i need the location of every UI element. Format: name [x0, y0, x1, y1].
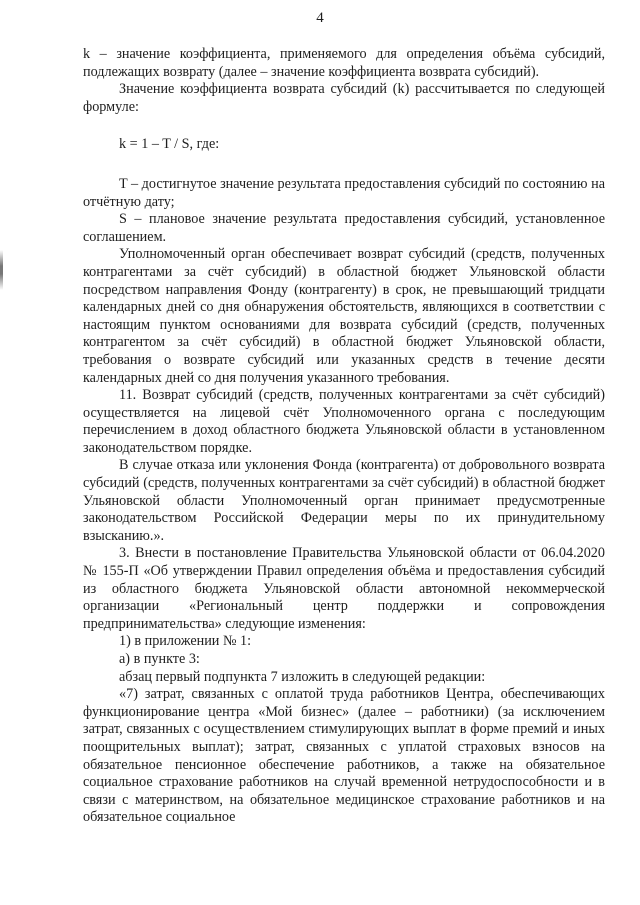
paragraph-formula-intro: Значение коэффициента возврата субсидий (k) рассчитывается по следующей формуле:	[83, 81, 605, 115]
paragraph-refund-obligation: Уполномоченный орган обеспечивает возврат субсидий (средств, полученных контрагентами за счёт субсидий) в областной бюджет Ульяновской области посредством направления Фонду (контрагенту) в срок, не превышающий тридцати календарных дней со дня обнаружения обстоятельств, являющихся в соответствии с настоящим пунктом основаниями для возврата субсидий (средств, полученных контрагентом за счёт субсидий) в областной бюджет Ульяновской области, требования о возврате субсидий или указанных средств в течение десяти календарных дней со дня получения указанного требования.	[83, 246, 605, 386]
paragraph-subclause-7-text: «7) затрат, связанных с оплатой труда работников Центра, обеспечивающих функционирование центра «Мой бизнес» (далее – работники) (за исключением затрат, связанных с осуществлением стимулирующих выплат в форме премий и иных поощрительных выплат); затрат, связанных с уплатой страховых взносов на обязательное пенсионное обеспечение работников, а также на обязательное социальное страхование работников на случай временной нетрудоспособности и в связи с материнством, на обязательное медицинское страхование работников и на обязательное социальное	[83, 686, 605, 826]
paragraph-clause-3: а) в пункте 3:	[119, 651, 200, 667]
paragraph-appendix-1: 1) в приложении № 1:	[119, 633, 252, 650]
formula: k = 1 – T / S, где:	[119, 136, 220, 153]
paragraph-subclause-7-intro: абзац первый подпункта 7 изложить в следующей редакции:	[119, 668, 486, 685]
paragraph-s-definition: S – плановое значение результата предоставления субсидий, установленное соглашением.	[83, 211, 605, 245]
paragraph-coefficient-definition: k – значение коэффициента, применяемого для определения объёма субсидий, подлежащих возврату (далее – значение коэффициента возврата субсидий).	[83, 46, 605, 80]
paragraph-item-11: 11. Возврат субсидий (средств, полученных контрагентами за счёт субсидий) осуществляется на лицевой счёт Уполномоченного органа с последующим перечислением в доход областного бюджета Ульяновской области в установленном законодательством порядке.	[83, 387, 605, 456]
paragraph-item-3-amendment: 3. Внести в постановление Правительства Ульяновской области от 06.04.2020 № 155-П «Об утверждении Правил определения объёма и предоставления субсидий из областного бюджета Ульяновской области автономной некоммерческой организации «Региональный центр поддержки и сопровождения предпринимательства» следующие изменения:	[83, 545, 605, 632]
scan-edge-mark	[0, 250, 3, 290]
paragraph-t-definition: T – достигнутое значение результата предоставления субсидий по состоянию на отчётную дату;	[83, 175, 605, 210]
paragraph-enforced-recovery: В случае отказа или уклонения Фонда (контрагента) от добровольного возврата субсидий (средств, полученных контрагентами за счёт субсидий) в областной бюджет Ульяновской области Уполномоченный орган принимает предусмотренные законодательством Российской Федерации меры по их принудительному взысканию.».	[83, 457, 605, 544]
page-number: 4	[316, 10, 324, 26]
document-body	[83, 46, 605, 827]
